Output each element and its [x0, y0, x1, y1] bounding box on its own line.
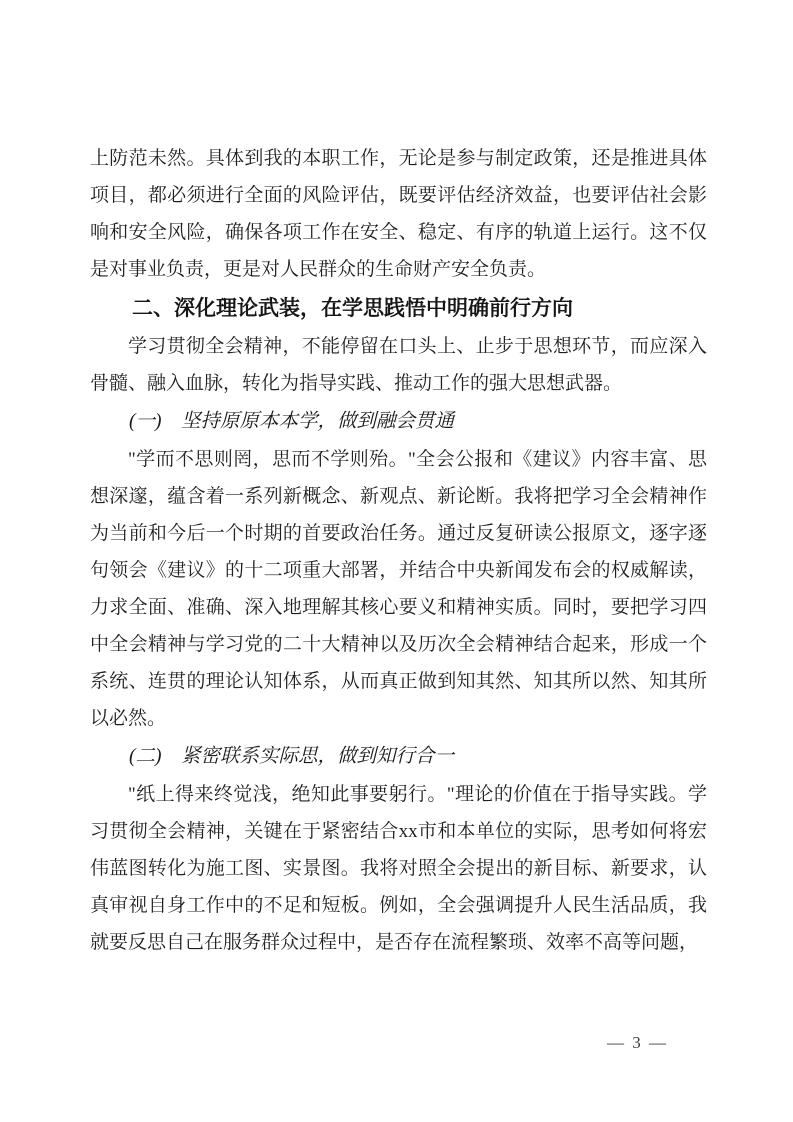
section-heading: 二、深化理论武装，在学思践悟中明确前行方向 [132, 297, 573, 320]
paragraph-sub-2: "纸上得来终觉浅，绝知此事要躬行。"理论的价值在于指导实践。学习贯彻全会精神，关键在于紧密结合xx市和本单位的实际，思考如何将宏伟蓝图转化为施工图、实景图。我将对照全会提出的新目标、新要求，认真审视自身工作中的不足和短板。例如，全会强调提升人民生活品质，我就要反思自己在服务群众过程中，是否存在流程繁琐、效率不高等问题， [90, 784, 707, 953]
sub-heading-2: (二) 紧密联系实际思，做到知行合一 [129, 746, 454, 767]
paragraph-section-intro: 学习贯彻全会精神，不能停留在口头上、止步于思想环节，而应深入骨髓、融入血脉，转化为指导实践、推动工作的强大思想武器。 [90, 336, 707, 394]
paragraph-continuation: 上防范未然。具体到我的本职工作，无论是参与制定政策，还是推进具体项目，都必须进行全面的风险评估，既要评估经济效益，也要评估社会影响和安全风险，确保各项工作在安全、稳定、有序的轨道上运行。这不仅是对事业负责，更是对人民群众的生命财产安全负责。 [90, 148, 707, 280]
document-body [90, 140, 707, 961]
paragraph-sub-1: "学而不思则罔，思而不学则殆。"全会公报和《建议》内容丰富、思想深邃，蕴含着一系列新概念、新观点、新论断。我将把学习全会精神作为当前和今后一个时期的首要政治任务。通过反复研读公报原文，逐字逐句领会《建议》的十二项重大部署，并结合中央新闻发布会的权威解读，力求全面、准确、深入地理解其核心要义和精神实质。同时，要把学习四中全会精神与学习党的二十大精神以及历次全会精神结合起来，形成一个系统、连贯的理论认知体系，从而真正做到知其然、知其所以然、知其所以必然。 [90, 449, 707, 729]
page-number: — 3 — [607, 1033, 668, 1052]
sub-heading-1: (一) 坚持原原本本学，做到融会贯通 [129, 411, 454, 432]
